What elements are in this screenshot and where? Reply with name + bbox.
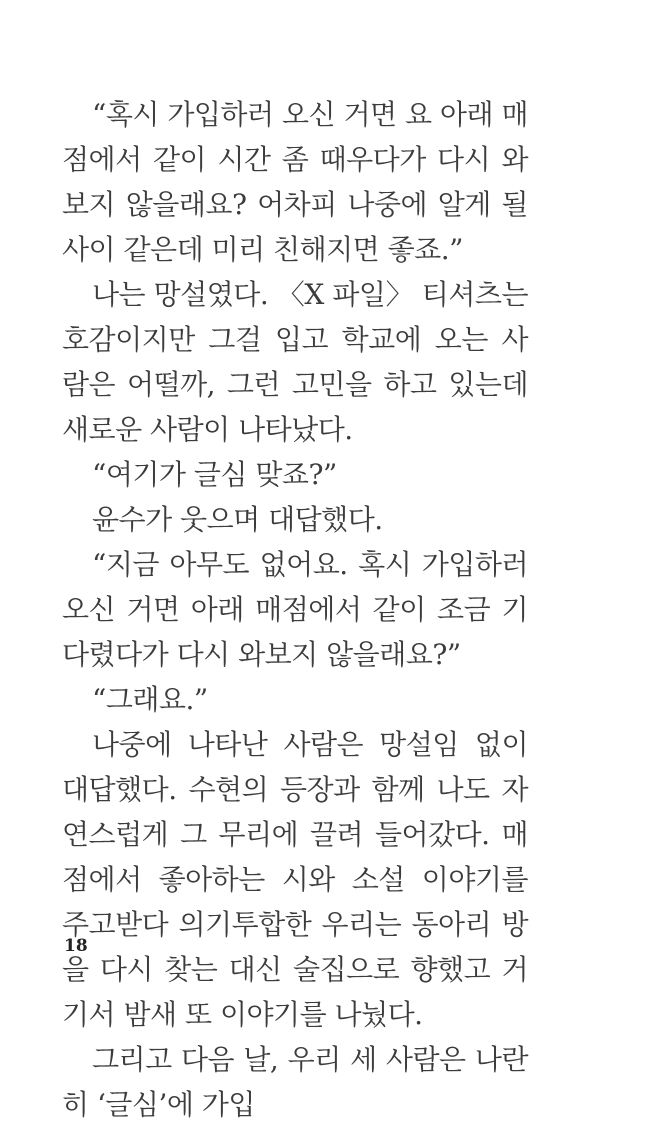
page-number: 18 [64,936,88,956]
paragraph-narration: 윤수가 웃으며 대답했다. [92,503,383,536]
paragraph-dialogue: “그래요.” [92,683,208,716]
paragraph-narration: 나는 망설였다. 〈X 파일〉 티셔츠는 호감이지만 그걸 입고 학교에 오는 사람은 어떨까, 그런 고민을 하고 있는데 새로운 사람이 나타났다. [62,278,528,446]
paragraph-dialogue: “혹시 가입하러 오신 거면 요 아래 매점에서 같이 시간 좀 때우다가 다시 와보지 않을래요? 어차피 나중에 알게 될 사이 같은데 미리 친해지면 좋죠.” [62,98,528,266]
paragraph-narration: 그리고 다음 날, 우리 세 사람은 나란히 ‘글심’에 가입 [62,1043,528,1121]
paragraph-dialogue: “여기가 글심 맞죠?” [92,458,337,491]
body-text [62,92,528,1127]
paragraph-narration: 나중에 나타난 사람은 망설임 없이 대답했다. 수현의 등장과 함께 나도 자연스럽게 그 무리에 끌려 들어갔다. 매점에서 좋아하는 시와 소설 이야기를 주고받다 의기투합한 우리는 동아리 방을 다시 찾는 대신 술집으로 향했고 거기서 밤새 또 이야기를 나눴다. [62,728,528,1031]
paragraph-dialogue: “지금 아무도 없어요. 혹시 가입하러 오신 거면 아래 매점에서 같이 조금 기다렸다가 다시 와보지 않을래요?” [62,548,528,671]
